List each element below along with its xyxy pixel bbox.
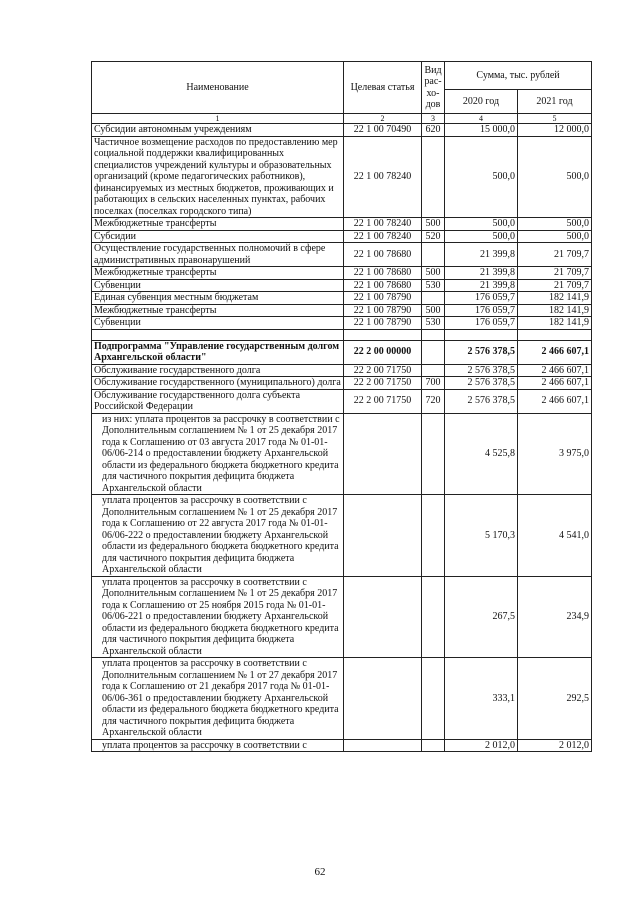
row-value-2020: 21 399,8: [445, 267, 518, 280]
row-value-2020: 2 576 378,5: [445, 377, 518, 390]
row-kind: 620: [422, 124, 445, 137]
row-article: 22 1 00 78680: [344, 279, 422, 292]
row-kind: 530: [422, 317, 445, 330]
row-name: уплата процентов за рассрочку в соответствии с: [92, 739, 344, 752]
row-value-2021: 12 000,0: [518, 124, 592, 137]
empty-cell: [344, 329, 422, 340]
row-article: 22 2 00 71750: [344, 364, 422, 377]
row-kind: 530: [422, 279, 445, 292]
row-value-2021: 500,0: [518, 230, 592, 243]
table-row: [92, 243, 592, 267]
row-name: Единая субвенция местным бюджетам: [92, 292, 344, 305]
row-kind: 500: [422, 218, 445, 231]
row-value-2020: 500,0: [445, 136, 518, 218]
row-article: 22 1 00 78240: [344, 136, 422, 218]
row-kind: [422, 136, 445, 218]
table-row: [92, 279, 592, 292]
row-value-2021: 182 141,9: [518, 317, 592, 330]
column-numbering-row: [92, 114, 592, 124]
empty-cell: [422, 413, 445, 495]
row-name: уплата процентов за рассрочку в соответствии с Дополнительным соглашением № 1 от 27 декабря 2017 года к Соглашению от 21 декабря 2017 года № 01-01-06/06-361 о предоставлении бюджету Архангельской области из федерального бюджета бюджетного кредита для частичного покрытия дефицита бюджета Архангельской области: [92, 658, 344, 740]
row-article: 22 1 00 78790: [344, 317, 422, 330]
row-value-2020: 5 170,3: [445, 495, 518, 577]
row-name: Осуществление государственных полномочий в сфере административных правонарушений: [92, 243, 344, 267]
empty-cell: [518, 329, 592, 340]
row-value-2020: 267,5: [445, 576, 518, 658]
row-name: Субвенции: [92, 317, 344, 330]
row-value-2021: 182 141,9: [518, 292, 592, 305]
row-value-2020: 2 012,0: [445, 739, 518, 752]
column-number: 2: [344, 114, 422, 124]
row-name: Подпрограмма "Управление государственным долгом Архангельской области": [92, 340, 344, 364]
row-name: из них: уплата процентов за рассрочку в соответствии с Дополнительным соглашением № 1 от 25 декабря 2017 года к Соглашению от 03 августа 2017 года № 01-01-06/06-214 о предоставлении бюджету Архангельской области из федерального бюджета бюджетного кредита для частичного покрытия дефицита бюджета Архангельской области: [92, 413, 344, 495]
row-name: Субвенции: [92, 279, 344, 292]
row-article: 22 1 00 78240: [344, 230, 422, 243]
row-value-2021: 21 709,7: [518, 279, 592, 292]
row-kind: [422, 243, 445, 267]
row-value-2020: 2 576 378,5: [445, 364, 518, 377]
row-value-2021: 2 466 607,1: [518, 340, 592, 364]
header-sum: Сумма, тыс. рублей: [445, 62, 592, 90]
empty-cell: [445, 329, 518, 340]
row-name: Межбюджетные трансферты: [92, 304, 344, 317]
row-name: Обслуживание государственного долга субъекта Российской Федерации: [92, 389, 344, 413]
row-kind: 500: [422, 267, 445, 280]
table-row: [92, 304, 592, 317]
row-article: 22 1 00 78680: [344, 243, 422, 267]
row-value-2020: 500,0: [445, 218, 518, 231]
row-article: 22 1 00 78790: [344, 304, 422, 317]
row-article: 22 2 00 71750: [344, 377, 422, 390]
column-number: 4: [445, 114, 518, 124]
row-article: 22 2 00 00000: [344, 340, 422, 364]
row-value-2021: 182 141,9: [518, 304, 592, 317]
column-number: 1: [92, 114, 344, 124]
row-value-2020: 4 525,8: [445, 413, 518, 495]
empty-cell: [344, 413, 422, 495]
row-name: Обслуживание государственного (муниципального) долга: [92, 377, 344, 390]
row-value-2021: 2 466 607,1: [518, 364, 592, 377]
row-value-2021: 292,5: [518, 658, 592, 740]
row-name: уплата процентов за рассрочку в соответствии с Дополнительным соглашением № 1 от 25 декабря 2017 года к Соглашению от 22 августа 2017 года № 01-01-06/06-222 о предоставлении бюджету Архангельской области из федерального бюджета бюджетного кредита для частичного покрытия дефицита бюджета Архангельской области: [92, 495, 344, 577]
row-article: 22 1 00 78790: [344, 292, 422, 305]
header-kind: Вид рас-хо-дов: [422, 62, 445, 114]
row-name: Межбюджетные трансферты: [92, 267, 344, 280]
row-value-2020: 176 059,7: [445, 304, 518, 317]
row-value-2021: 4 541,0: [518, 495, 592, 577]
row-article: 22 1 00 78240: [344, 218, 422, 231]
header-year-2020: 2020 год: [445, 90, 518, 114]
empty-cell: [422, 739, 445, 752]
row-value-2020: 15 000,0: [445, 124, 518, 137]
empty-cell: [422, 658, 445, 740]
row-value-2021: 500,0: [518, 218, 592, 231]
row-value-2021: 3 975,0: [518, 413, 592, 495]
row-name: Межбюджетные трансферты: [92, 218, 344, 231]
row-kind: [422, 364, 445, 377]
table-row: [92, 292, 592, 305]
empty-cell: [422, 576, 445, 658]
row-value-2020: 333,1: [445, 658, 518, 740]
header-name: Наименование: [92, 62, 344, 114]
row-kind: 520: [422, 230, 445, 243]
row-value-2021: 500,0: [518, 136, 592, 218]
row-value-2020: 21 399,8: [445, 279, 518, 292]
row-value-2020: 176 059,7: [445, 317, 518, 330]
row-value-2020: 2 576 378,5: [445, 340, 518, 364]
subprogram-row: [92, 340, 592, 364]
empty-cell: [422, 495, 445, 577]
empty-cell: [92, 329, 344, 340]
header-article: Целевая статья: [344, 62, 422, 114]
row-value-2021: 2 012,0: [518, 739, 592, 752]
row-kind: [422, 340, 445, 364]
row-name: уплата процентов за рассрочку в соответствии с Дополнительным соглашением № 1 от 25 декабря 2017 года к Соглашению от 25 ноября 2015 года № 01-01-06/06-221 о предоставлении бюджету Архангельской области из федерального бюджета бюджетного кредита для частичного покрытия дефицита бюджета Архангельской области: [92, 576, 344, 658]
table-row: [92, 267, 592, 280]
row-name: Субсидии автономным учреждениям: [92, 124, 344, 137]
row-value-2020: 500,0: [445, 230, 518, 243]
row-value-2020: 176 059,7: [445, 292, 518, 305]
table-row: [92, 495, 592, 577]
empty-cell: [422, 329, 445, 340]
row-value-2021: 2 466 607,1: [518, 377, 592, 390]
row-value-2021: 21 709,7: [518, 243, 592, 267]
column-number: 3: [422, 114, 445, 124]
empty-cell: [344, 658, 422, 740]
empty-cell: [344, 576, 422, 658]
row-value-2020: 2 576 378,5: [445, 389, 518, 413]
empty-row: [92, 329, 592, 340]
table-row: [92, 576, 592, 658]
header-year-2021: 2021 год: [518, 90, 592, 114]
row-name: Субсидии: [92, 230, 344, 243]
row-kind: 500: [422, 304, 445, 317]
column-number: 5: [518, 114, 592, 124]
table-row: [92, 230, 592, 243]
empty-cell: [344, 495, 422, 577]
row-article: 22 1 00 70490: [344, 124, 422, 137]
table-row: [92, 739, 592, 752]
row-kind: 700: [422, 377, 445, 390]
row-article: 22 2 00 71750: [344, 389, 422, 413]
table-row: [92, 218, 592, 231]
table-row: [92, 136, 592, 218]
row-value-2021: 2 466 607,1: [518, 389, 592, 413]
page-number: 62: [314, 866, 326, 878]
table-row: [92, 658, 592, 740]
row-value-2021: 21 709,7: [518, 267, 592, 280]
row-article: 22 1 00 78680: [344, 267, 422, 280]
row-value-2020: 21 399,8: [445, 243, 518, 267]
table-row: [92, 317, 592, 330]
table-row: [92, 364, 592, 377]
row-name: Частичное возмещение расходов по предоставлению мер социальной поддержки квалифицированных специалистов учреждений культуры и образовательных организаций (кроме педагогических работников), финансируемых из местных бюджетов, проживающих и работающих в сельских населенных пунктах, рабочих поселках (поселках городского типа): [92, 136, 344, 218]
table-row: [92, 389, 592, 413]
budget-table: [91, 61, 592, 752]
row-kind: [422, 292, 445, 305]
row-name: Обслуживание государственного долга: [92, 364, 344, 377]
row-value-2021: 234,9: [518, 576, 592, 658]
empty-cell: [344, 739, 422, 752]
table-row: [92, 377, 592, 390]
table-row: [92, 413, 592, 495]
row-kind: 720: [422, 389, 445, 413]
table-row: [92, 124, 592, 137]
